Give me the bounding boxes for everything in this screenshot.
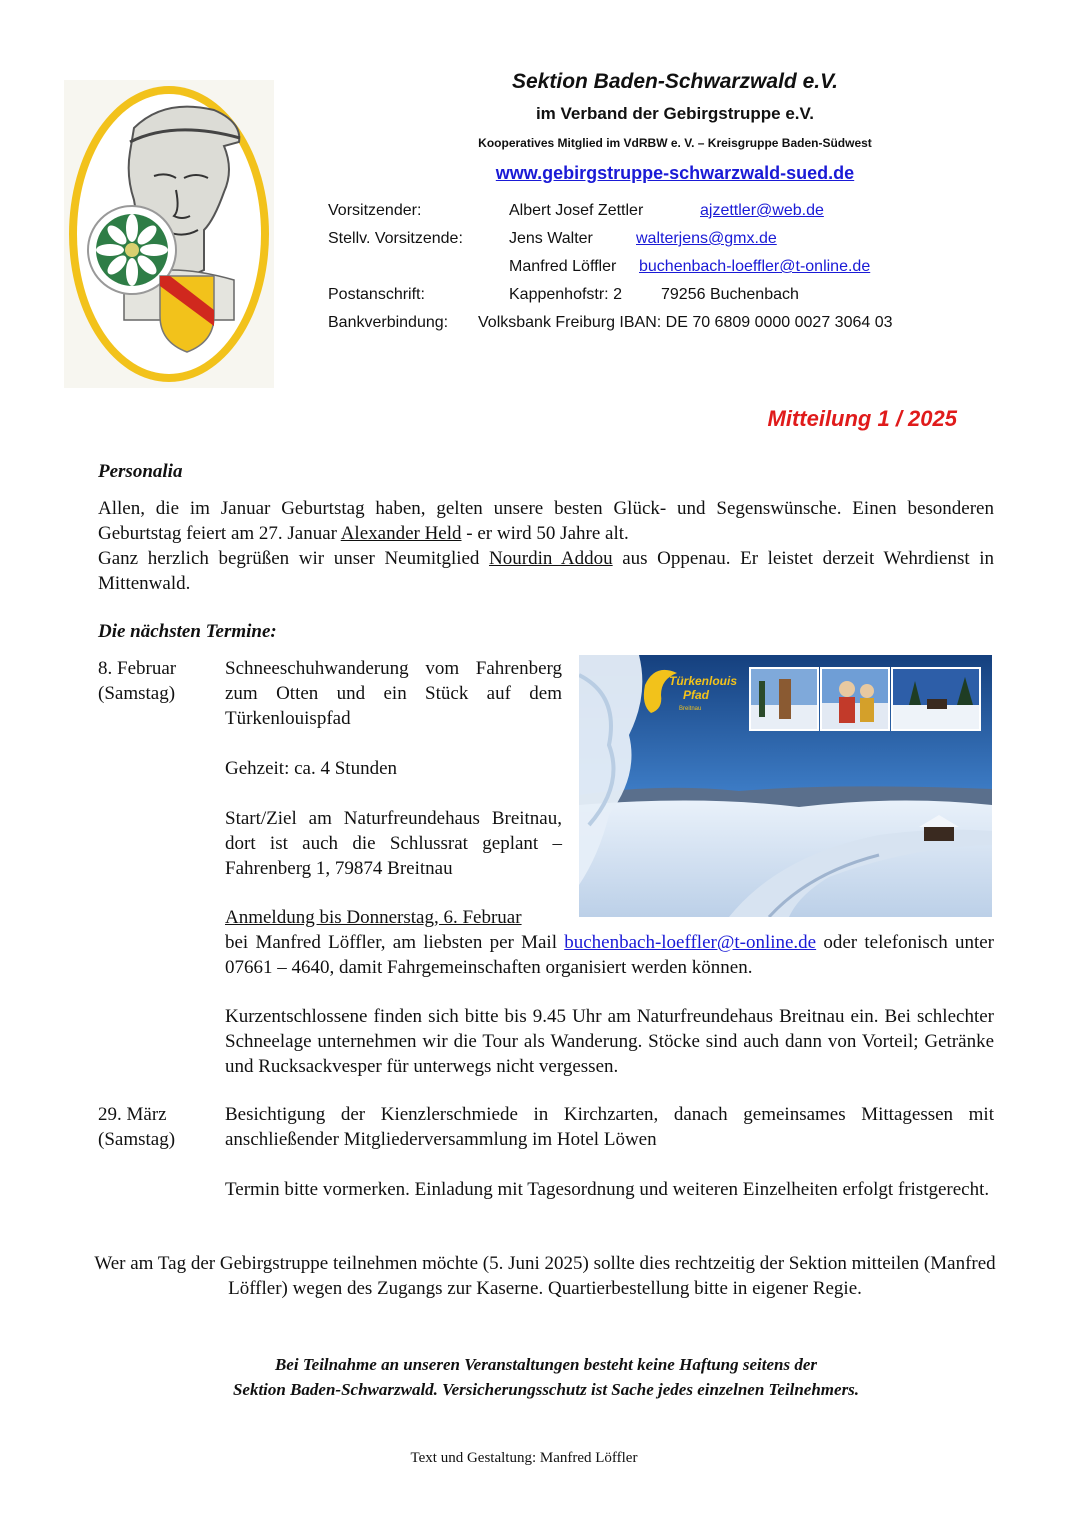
gebirgstruppe-tag-notice: Wer am Tag der Gebirgstruppe teilnehmen möchte (5. Juni 2025) sollte dies rechtzeitig der Sektion mitteilen (Manfred Löffler) wegen des Zugangs zur Kaserne. Quartierbestellung bitte in eigener Regie. [94,1253,996,1299]
event1-kurzentschlossene: Kurzentschlossene finden sich bitte bis 9.45 Uhr am Naturfreundehaus Breitnau ein. Bei schlechter Schneelage unternehmen wir die Tour als Wanderung. Stöcke sind auch dann von Vorteil; Getränke und Rucksackvesper für unterwegs nicht vergessen. [225,1006,994,1077]
credit-line: Text und Gestaltung: Manfred Löffler [410,1450,638,1466]
anmeldung-deadline: Anmeldung bis Donnerstag, 6. Februar [225,907,522,928]
stellv2-email-link[interactable]: buchenbach-loeffler@t-online.de [639,258,871,275]
vorsitzender-email-link[interactable]: ajzettler@web.de [700,202,824,219]
haftung-line2: Sektion Baden-Schwarzwald. Versicherungsschutz ist Sache jedes einzelnen Teilnehmers. [232,1380,860,1399]
section-logo [64,80,274,388]
anmeldung-text: bei Manfred Löffler, am liebsten per Mail [225,932,565,953]
photo-logo-line2: Pfad [683,688,710,702]
website-link[interactable]: www.gebirgstruppe-schwarzwald-sued.de [495,163,855,183]
vorsitzender-name: Albert Josef Zettler [509,202,644,219]
stellv2-name: Manfred Löffler [509,258,617,275]
baden-coat-of-arms-icon [160,276,214,352]
kooperativ-line: Kooperatives Mitglied im VdRBW e. V. – Kreisgruppe Baden-Südwest [478,136,872,150]
event2-note: Termin bitte vormerken. Einladung mit Tagesordnung und weiteren Einzelheiten erfolgt fristgerecht. [225,1179,990,1200]
event1-anmeldung [225,905,522,930]
mitteilung-title: Mitteilung 1 / 2025 [767,406,957,431]
birthday-name: Alexander Held [340,523,462,544]
winter-landscape-image [579,655,992,917]
post-city: 79256 Buchenbach [661,286,799,303]
personalia-text: Ganz herzlich begrüßen wir unser Neumitglied [98,548,490,569]
event1-anmeldung-details [225,930,994,980]
anmeldung-email-link[interactable]: buchenbach-loeffler@t-online.de [564,932,817,953]
event2-date: 29. März [98,1104,167,1125]
photo-logo-line3: Breitnau [679,706,702,712]
stellv-label: Stellv. Vorsitzende: [328,230,463,247]
personalia-text: Allen, die im Januar Geburtstag haben, gelten unsere besten Glück- und Segenswünsche. Einen besonderen Geburtstag feiert am 27. Januar [98,498,994,544]
termine-heading: Die nächsten Termine: [98,621,277,642]
photo-logo-line1: Türkenlouis [669,674,738,688]
bank-label: Bankverbindung: [328,314,449,331]
mountain-soldier-logo-icon [64,80,274,388]
personalia-text: - er wird 50 Jahre alt. [461,523,629,544]
new-member-name: Nourdin Addou [489,548,613,569]
post-street: Kappenhofstr: 2 [509,286,622,303]
org-name: Sektion Baden-Schwarzwald e.V. [512,70,838,93]
stellv1-email-link[interactable]: walterjens@gmx.de [636,230,777,247]
event1-gehzeit: Gehzeit: ca. 4 Stunden [225,758,398,779]
personalia-paragraph [98,496,994,596]
event1-day: (Samstag) [98,683,176,704]
personalia-text: aus Oppenau. Er leistet derzeit Wehrdienst in Mittenwald. [98,548,994,594]
verband-line: im Verband der Gebirgstruppe e.V. [535,104,815,123]
tuerkenlouispfad-photo [579,655,992,917]
anmeldung-text: oder telefonisch unter 07661 – 4640, damit Fahrgemeinschaften organisiert werden können. [225,932,995,978]
thumbnail-3 [891,667,981,731]
event1-date: 8. Februar [98,658,177,679]
haftung-line1: Bei Teilnahme an unseren Veranstaltungen besteht keine Haftung seitens der [274,1355,818,1374]
post-label: Postanschrift: [328,286,425,303]
event1-title: Schneeschuhwanderung vom Fahrenberg zum Otten und ein Stück auf dem Türkenlouispfad [225,658,562,729]
thumbnail-2 [820,667,890,731]
event1-start: Start/Ziel am Naturfreundehaus Breitnau, dort ist auch die Schlussrat geplant – Fahrenberg 1, 79874 Breitnau [225,808,562,879]
stellv1-name: Jens Walter [509,230,593,247]
personalia-heading: Personalia [98,461,183,482]
bank-value: Volksbank Freiburg IBAN: DE 70 6809 0000 0027 3064 03 [478,314,893,331]
event2-day: (Samstag) [98,1129,176,1150]
event2-title: Besichtigung der Kienzlerschmiede in Kirchzarten, danach gemeinsames Mittagessen mit anschließender Mitgliederversammlung im Hotel Löwen [225,1104,994,1150]
vorsitzender-label: Vorsitzender: [328,202,422,219]
thumbnail-1 [749,667,819,731]
